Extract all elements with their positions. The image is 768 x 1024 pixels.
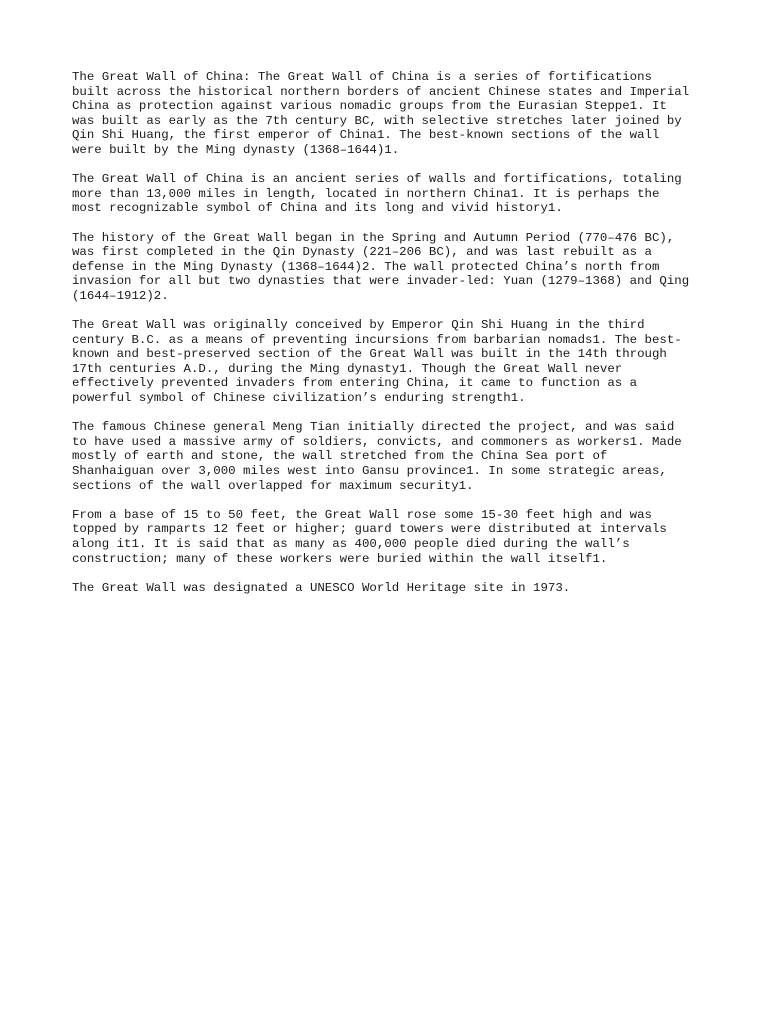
document-body (72, 70, 712, 610)
paragraph-history: The history of the Great Wall began in the Spring and Autumn Period (770–476 BC), was first completed in the Qin Dynasty (221–206 BC), and was last rebuilt as a defense in the Ming Dynasty (1368–1644)2. The wall protected China’s north from invasion for all but two dynasties that were invader-led: Yuan (1279–1368) and Qing (1644–1912)2. (72, 230, 690, 303)
paragraph-dimensions: From a base of 15 to 50 feet, the Great Wall rose some 15-30 feet high and was topped by ramparts 12 feet or higher; guard towers were distributed at intervals along it1. It is said that as many as 400,000 people died during the wall’s construction; many of these workers were buried within the wall itself1. (72, 507, 667, 566)
paragraph-construction: The famous Chinese general Meng Tian initially directed the project, and was said to have used a massive army of soldiers, convicts, and commoners as workers1. Made mostly of earth and stone, the wall stretched from the China Sea port of Shanhaiguan over 3,000 miles west into Gansu province1. In some strategic areas, sections of the wall overlapped for maximum security1. (72, 420, 682, 493)
paragraph-length: The Great Wall of China is an ancient series of walls and fortifications, totaling more than 13,000 miles in length, located in northern China1. It is perhaps the most recognizable symbol of China and its long and vivid history1. (72, 172, 682, 216)
paragraph-origin: The Great Wall was originally conceived by Emperor Qin Shi Huang in the third century B.C. as a means of preventing incursions from barbarian nomads1. The best- known and best-preserved section of the Great Wall was built in the 14th through 17th centuries A.D., during the Ming dynasty1. Though the Great Wall never effectively prevented invaders from entering China, it came to function as a powerful symbol of Chinese civilization’s enduring strength1. (72, 318, 682, 406)
paragraph-intro: The Great Wall of China: The Great Wall of China is a series of fortifications built across the historical northern borders of ancient Chinese states and Imperial China as protection against various nomadic groups from the Eurasian Steppe1. It was built as early as the 7th century BC, with selective stretches later joined by Qin Shi Huang, the first emperor of China1. The best-known sections of the wall were built by the Ming dynasty (1368–1644)1. (72, 70, 690, 157)
paragraph-unesco: The Great Wall was designated a UNESCO World Heritage site in 1973. (72, 580, 571, 595)
